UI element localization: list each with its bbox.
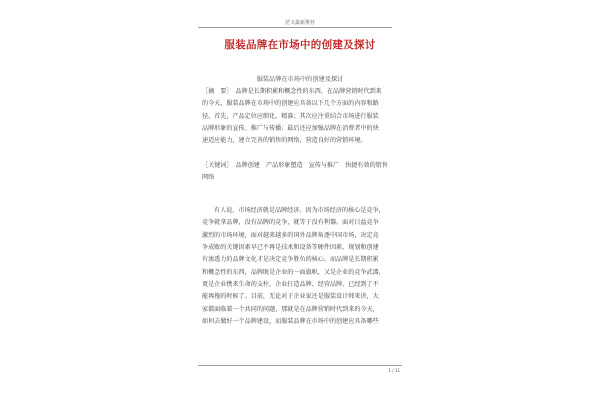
keywords-line: 网络	[202, 174, 215, 182]
document-title: 服装品牌在市场中的创建及探讨	[224, 39, 376, 51]
body-line: 争成败的关键因素早已不再是技术和设备等硬件因素，规划和创建	[202, 244, 379, 252]
abstract-line: 径。首先，产品定位应细化、精准；其次应注重结合市场进行服装	[202, 112, 379, 120]
body-line: 竞争就拿品牌，没有品牌的竞争，就等于没有利器。面对日益竞争	[202, 219, 379, 227]
body-line: 如何去做好一个品牌建设，而服装品牌在市场中的创建应具备哪些	[202, 318, 379, 326]
body-text	[202, 205, 412, 328]
body-line: 和概念性的东西，品牌既是企业的一面旗帜，又是企业的竞争武器，	[202, 268, 385, 276]
body-line: 家都面临着一个共同的问题，那就是在品牌营销时代到来的今天，	[202, 305, 379, 313]
body-line: 能再拖的时候了。目前，无论对于企业家还是服装设计师来讲，大	[202, 293, 379, 301]
abstract-line: 的今天，服装品牌在市场中的创建应具备以下几个方面的内容和路	[202, 100, 379, 108]
body-line: 有渗透力的品牌文化才是决定竞争胜负的核心。而品牌是长期积累	[202, 256, 379, 264]
header-divider	[198, 27, 392, 28]
body-line: 激烈的市场环境，面对越来越多的国外品牌角逐中国市场，决定竞	[202, 231, 379, 239]
body-line: 有人说，市场经济就是品牌经济。因为市场经济的核心是竞争，	[214, 207, 385, 214]
body-line: 更是企业携来生命的支柱，企业打造品牌、经营品牌，已经到了不	[202, 281, 379, 289]
keywords-block	[202, 160, 412, 185]
footer-divider	[198, 365, 402, 366]
header-label: 范文最新推荐	[284, 20, 315, 26]
document-subtitle: 服装品牌在市场中的创建及探讨	[256, 76, 344, 83]
abstract-line: ［摘 要］ 品牌是长期积累和概念性的东西，在品牌营销时代到来	[202, 88, 382, 95]
page-number: 1 / 11	[388, 368, 400, 373]
abstract-block	[202, 86, 412, 148]
abstract-line: 速适应能力，建立完善的销售的网络，营造良好的营销环境。	[202, 137, 367, 145]
keywords-line: ［关键词］ 品牌创建 产品形象塑造 宣传与推广 快捷有效的销售	[202, 162, 388, 169]
abstract-line: 品牌形象的宣传、推广与传播；最后还应加强品牌在消费者中的快	[202, 125, 379, 133]
